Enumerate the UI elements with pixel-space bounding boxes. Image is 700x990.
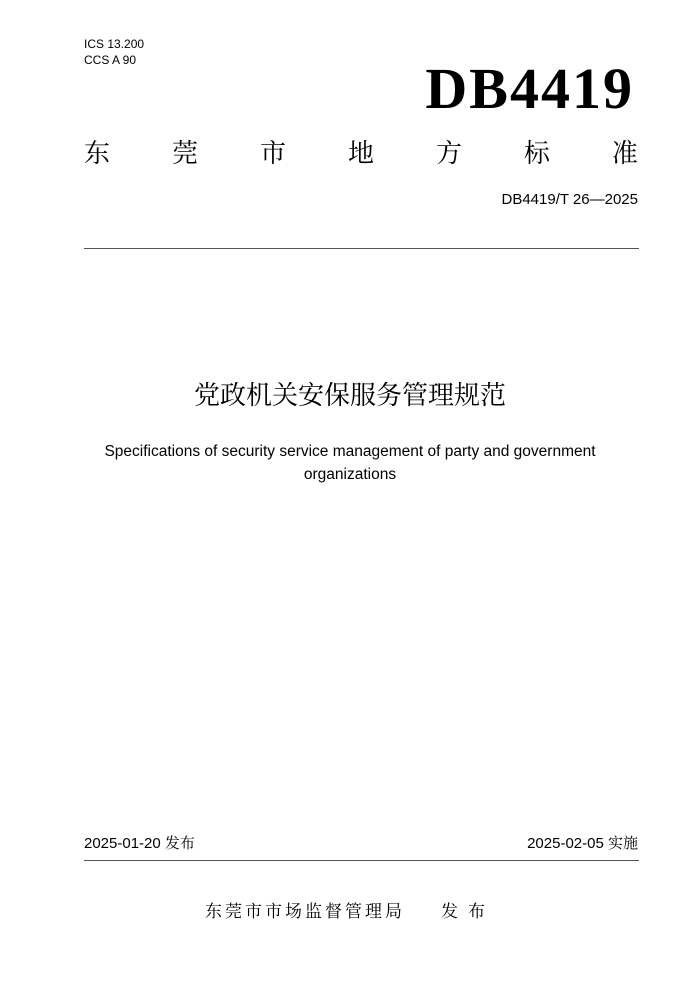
document-title-chinese: 党政机关安保服务管理规范	[193, 381, 506, 411]
standard-type-char: 市	[259, 139, 286, 169]
ccs-code: CCS A 90	[84, 53, 137, 67]
standard-type-char: 准	[611, 139, 638, 169]
standard-type-char: 地	[347, 139, 374, 169]
standard-number: DB4419/T 26—2025	[501, 191, 638, 208]
standard-type-char: 标	[523, 139, 550, 169]
issue-date: 2025-01-20 发布	[84, 835, 195, 852]
implementation-date: 2025-02-05 实施	[527, 835, 638, 852]
bottom-divider	[84, 860, 639, 861]
top-divider	[84, 248, 639, 249]
issuing-organization: 东莞市市场监督管理局	[205, 902, 405, 922]
standard-type-char: 方	[435, 139, 462, 169]
standard-code-logo: DB4419	[425, 56, 634, 121]
standard-type	[84, 136, 638, 172]
ics-code: ICS 13.200	[84, 37, 145, 51]
classification-codes	[84, 36, 144, 68]
standard-type-char: 莞	[171, 139, 198, 169]
issuer-action: 发布	[441, 902, 495, 922]
standard-type-char: 东	[84, 139, 111, 169]
issuer-line	[0, 900, 700, 924]
document-title-english: Specifications of security service management of party and government organizations	[104, 443, 596, 483]
